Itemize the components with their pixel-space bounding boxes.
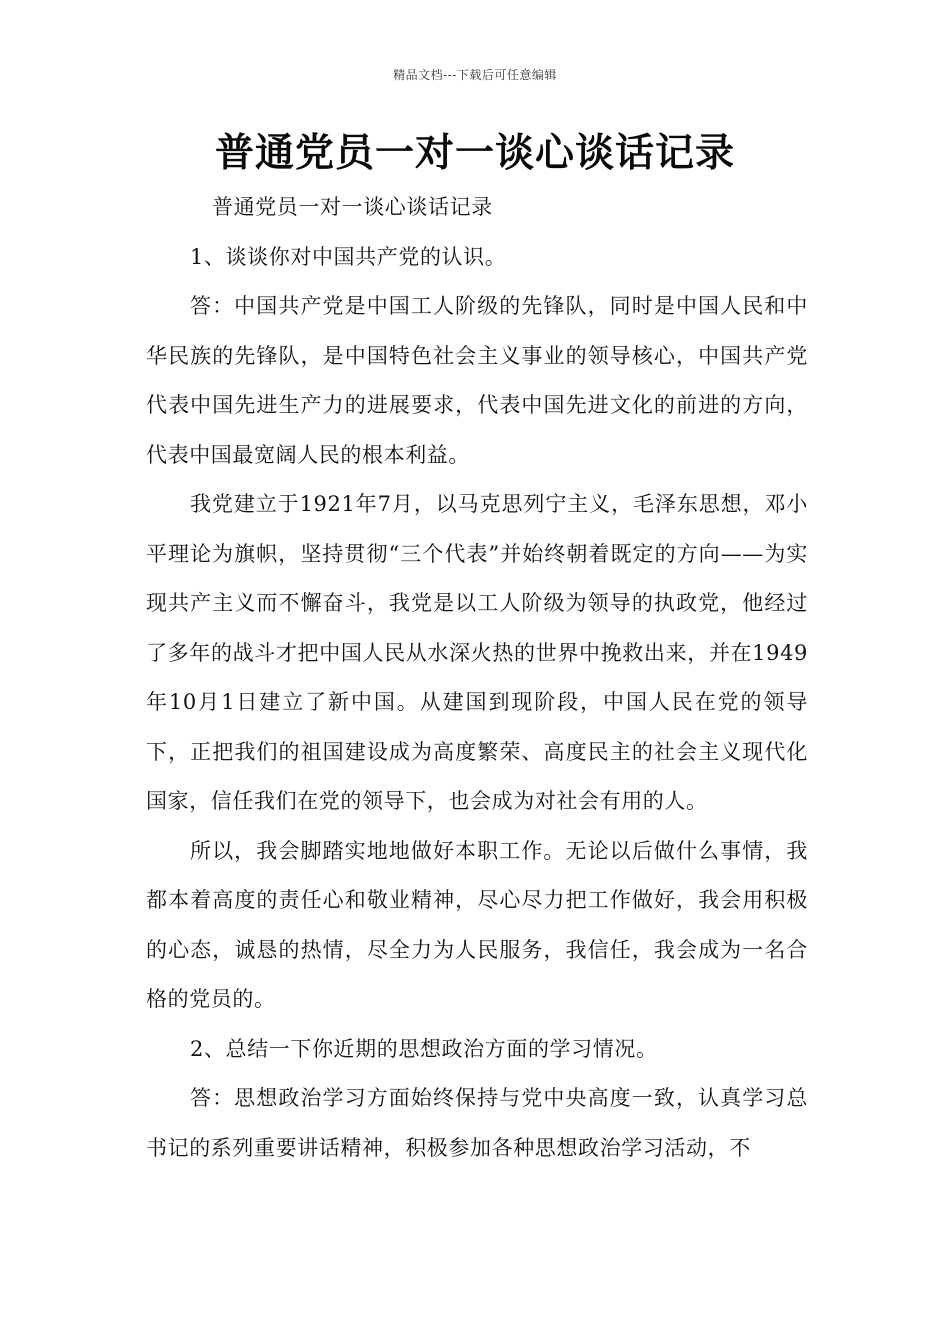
subtitle-paragraph: 普通党员一对一谈心谈话记录 <box>212 195 493 219</box>
answer-1-paragraph-2: 我党建立于1921年7月，以马克思列宁主义，毛泽东思想，邓小平理论为旗帜，坚持贯彻“三个代表”并始终朝着既定的方向——为实现共产主义而不懈奋斗，我党是以工人阶级为领导的执政党，他经过了多年的战斗才把中国人民从水深火热的世界中挽救出来，并在1949年10月1日建立了新中国。从建国到现阶段，中国人民在党的领导下，正把我们的祖国建设成为高度繁荣、高度民主的社会主义现代化国家，信任我们在党的领导下，也会成为对社会有用的人。 <box>146 492 808 813</box>
question-1: 1、谈谈你对中国共产党的认识。 <box>190 244 507 269</box>
answer-1-paragraph-3: 所以，我会脚踏实地地做好本职工作。无论以后做什么事情，我都本着高度的责任心和敬业精神，尽心尽力把工作做好，我会用积极的心态，诚恳的热情，尽全力为人民服务，我信任，我会成为一名合格的党员的。 <box>146 838 808 1011</box>
document-body <box>146 183 808 1173</box>
header-note: 精品文档---下载后可任意编辑 <box>393 68 557 82</box>
question-2: 2、总结一下你近期的思想政治方面的学习情况。 <box>190 1036 658 1061</box>
document-title: 普通党员一对一谈心谈话记录 <box>214 130 735 176</box>
answer-2-paragraph-1: 答：思想政治学习方面始终保持与党中央高度一致，认真学习总书记的系列重要讲话精神，积极参加各种思想政治学习活动，不 <box>146 1086 808 1160</box>
answer-1-paragraph-1: 答：中国共产党是中国工人阶级的先锋队，同时是中国人民和中华民族的先锋队，是中国特色社会主义事业的领导核心，中国共产党代表中国先进生产力的进展要求，代表中国先进文化的前进的方向，代表中国最宽阔人民的根本利益。 <box>146 294 808 467</box>
